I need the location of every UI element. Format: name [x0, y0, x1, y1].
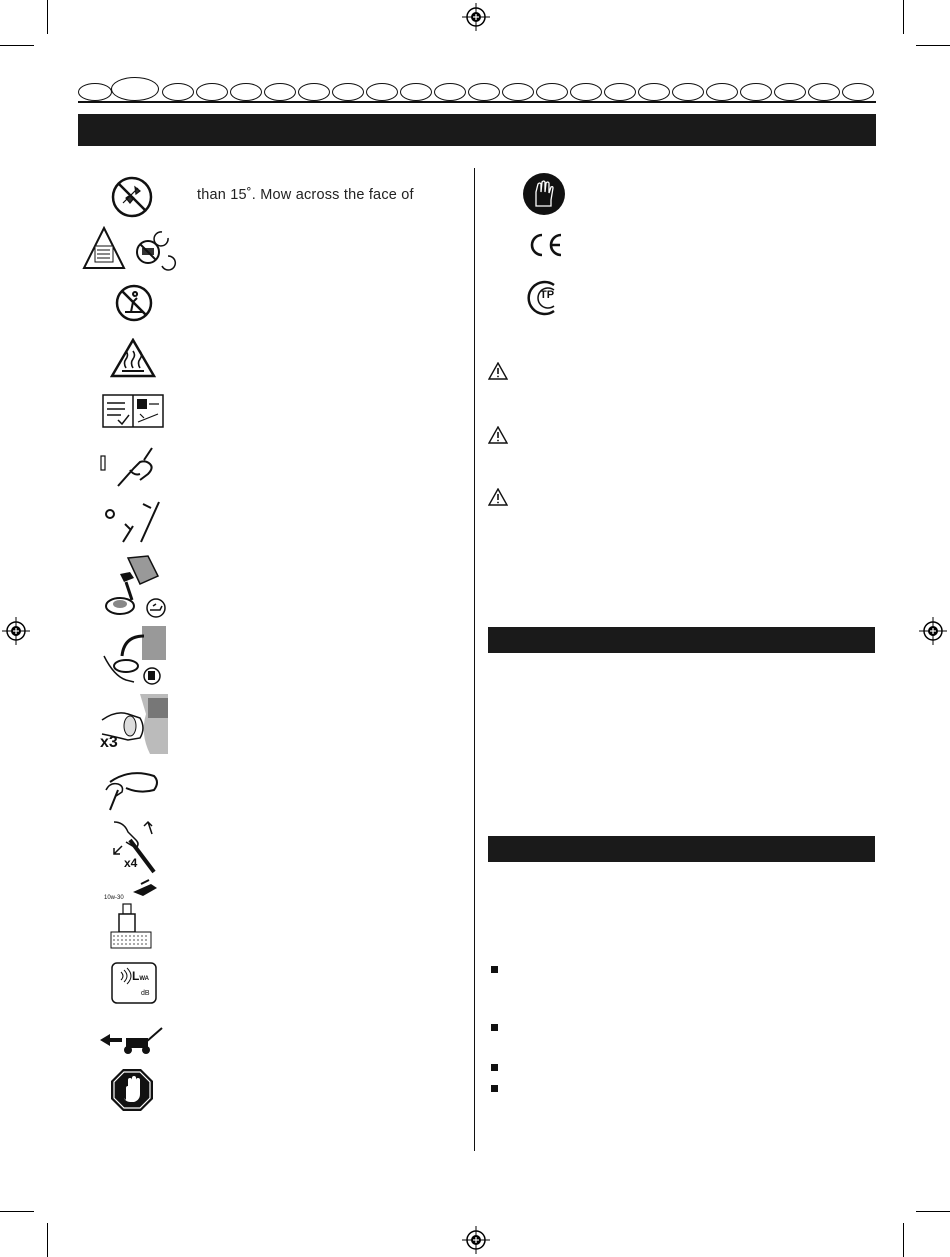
language-tab[interactable] [434, 83, 466, 101]
section-bar [488, 627, 875, 653]
eac-tr-mark-icon [524, 280, 564, 316]
warning-icon [488, 488, 508, 506]
oil-fill-icon [98, 554, 168, 620]
hold-bail-icon [104, 766, 160, 812]
pull-count-label: x4 [124, 856, 138, 870]
list-bullet [491, 1085, 498, 1092]
tr-label: TP [540, 289, 555, 301]
list-bullet [491, 966, 498, 973]
read-manual-no-mower-rotation-icon [82, 226, 182, 272]
fuel-fill-icon [100, 626, 166, 686]
crop-mark [47, 0, 48, 34]
language-tab[interactable] [78, 83, 112, 101]
language-tab[interactable] [740, 83, 772, 101]
hot-surface-warning-icon [110, 338, 156, 378]
sound-power-icon [111, 962, 157, 1004]
lwa-letter: L [132, 969, 140, 983]
crop-mark [916, 1211, 950, 1212]
crop-mark [916, 45, 950, 46]
press-count-label: x3 [100, 734, 118, 751]
language-tab[interactable] [774, 83, 806, 101]
registration-mark-icon [919, 617, 947, 645]
lwa-label [132, 969, 149, 983]
language-tabs [78, 80, 876, 102]
language-tab[interactable] [230, 83, 262, 101]
language-tab[interactable] [468, 83, 500, 101]
body-text: than 15˚. Mow across the face of [197, 187, 414, 203]
language-tab[interactable] [536, 83, 568, 101]
language-tab[interactable] [502, 83, 534, 101]
list-bullet [491, 1064, 498, 1071]
list-bullet [491, 1024, 498, 1031]
crop-mark [903, 0, 904, 34]
language-tab[interactable] [162, 83, 194, 101]
tab-baseline [78, 101, 876, 103]
language-tab[interactable] [604, 83, 636, 101]
language-tab[interactable] [672, 83, 704, 101]
language-tab[interactable] [196, 83, 228, 101]
stop-hand-icon [110, 1068, 154, 1112]
registration-mark-icon [2, 617, 30, 645]
language-tab[interactable] [298, 83, 330, 101]
registration-mark-icon [462, 1226, 490, 1254]
crop-mark [0, 1211, 34, 1212]
language-tab[interactable] [808, 83, 840, 101]
warning-icon [488, 426, 508, 444]
no-children-mowing-slope-icon [111, 176, 153, 218]
registration-mark-icon [462, 3, 490, 31]
language-tab[interactable] [332, 83, 364, 101]
direction-icon [98, 1026, 164, 1058]
no-bystanders-icon [115, 284, 153, 322]
choke-on-icon [103, 500, 161, 544]
language-tab[interactable] [264, 83, 296, 101]
oil-spec-label: 10w-30 [104, 895, 124, 901]
crop-mark [903, 1223, 904, 1257]
header-bar [78, 114, 876, 146]
column-divider [474, 168, 475, 1151]
crop-mark [47, 1223, 48, 1257]
language-tab[interactable] [570, 83, 602, 101]
primer-bulb-icon [100, 694, 168, 756]
language-tab[interactable] [638, 83, 670, 101]
read-manual-icon [102, 394, 164, 428]
warning-icon [488, 362, 508, 380]
language-tab[interactable] [366, 83, 398, 101]
db-label: dB [141, 990, 150, 997]
ce-mark-icon [525, 232, 565, 258]
language-tab[interactable] [842, 83, 874, 101]
lwa-subscript: WA [139, 976, 150, 982]
choke-off-icon [100, 446, 162, 488]
language-tab-active[interactable] [111, 77, 159, 101]
language-tab[interactable] [400, 83, 432, 101]
section-bar [488, 836, 875, 862]
language-tab[interactable] [706, 83, 738, 101]
oil-type-icon [103, 878, 163, 950]
wear-gloves-icon [522, 172, 566, 216]
crop-mark [0, 45, 34, 46]
pull-starter-icon [104, 818, 164, 874]
